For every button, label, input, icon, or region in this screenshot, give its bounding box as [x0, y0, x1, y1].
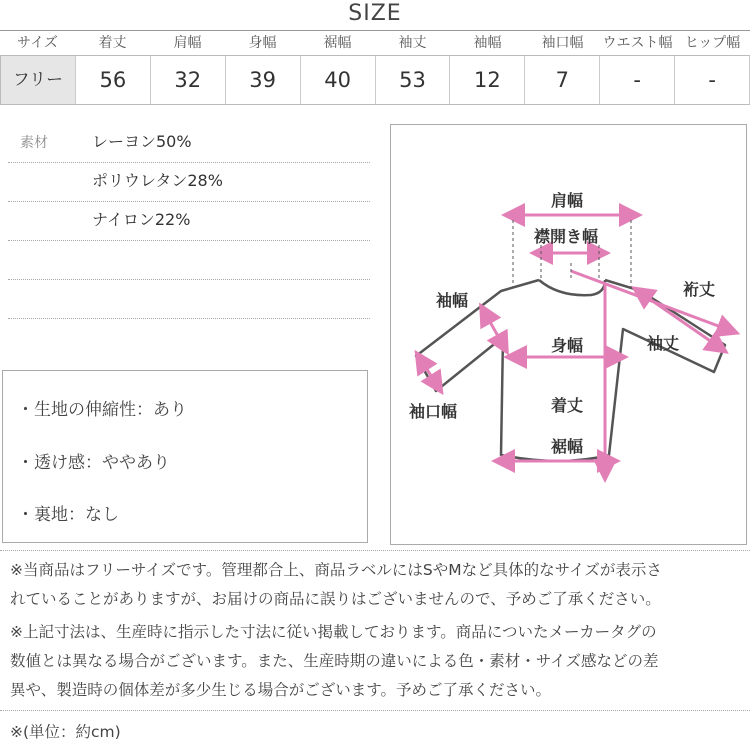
label-sleeve-width: 袖幅 — [436, 291, 469, 310]
label-neck: 襟開き幅 — [534, 227, 599, 246]
feature-stretch: ・生地の伸縮性：あり — [17, 400, 187, 420]
header-length: 着丈 — [98, 35, 127, 51]
feature-sheerness: ・透け感：ややあり — [17, 453, 170, 473]
unit-note: ※(単位：約cm) — [10, 723, 121, 741]
header-cuff: 袖口幅 — [541, 35, 584, 51]
cell-shoulder: 32 — [150, 56, 225, 104]
label-body-width: 身幅 — [551, 336, 584, 355]
cell-size: フリー — [0, 56, 75, 104]
note-line: ※上記寸法は、生産時に指示した寸法に従い掲載しております。商品についたメーカータグの — [10, 623, 657, 641]
size-table-header — [0, 30, 750, 55]
material-row-empty — [8, 241, 370, 280]
divider — [0, 710, 750, 711]
divider — [0, 550, 750, 551]
material-value: ナイロン22% — [92, 210, 191, 229]
header-hem: 裾幅 — [323, 35, 352, 51]
cell-length: 56 — [75, 56, 150, 104]
size-table — [0, 30, 750, 105]
note-line: 異や、製造時の個体差が多少生じる場合がございます。予めご了承ください。 — [10, 681, 551, 699]
label-sleeve-length: 袖丈 — [647, 334, 680, 353]
note-line: ※当商品はフリーサイズです。管理都合上、商品ラベルにはSやMなど具体的なサイズが表示さ — [10, 561, 662, 579]
cell-hem: 40 — [300, 56, 375, 104]
material-value: ポリウレタン28% — [92, 171, 223, 190]
measurement-diagram — [390, 124, 747, 545]
page-title: SIZE — [348, 1, 402, 26]
header-sleeve-length: 袖丈 — [398, 35, 427, 51]
cell-cuff: 7 — [524, 56, 599, 104]
cell-sleeve-width: 12 — [449, 56, 524, 104]
arrow-sleeve-width — [485, 313, 503, 345]
label-hem: 裾幅 — [551, 437, 584, 456]
material-value: レーヨン50% — [92, 132, 192, 151]
note-line: 数値とは異なる場合がございます。また、生産時期の違いによる色・素材・サイズ感などの差 — [10, 652, 659, 670]
material-list — [8, 124, 370, 319]
material-row — [8, 163, 370, 202]
label-length: 着丈 — [551, 396, 584, 415]
feature-lining: ・裏地：なし — [17, 505, 119, 525]
material-row — [8, 124, 370, 163]
label-cuff: 袖口幅 — [409, 402, 458, 421]
header-sleeve-width: 袖幅 — [473, 35, 502, 51]
header-hip: ヒップ幅 — [684, 35, 741, 51]
material-label: 素材 — [20, 135, 48, 151]
header-shoulder: 肩幅 — [173, 35, 202, 51]
cell-waist: - — [599, 56, 674, 104]
material-row — [8, 202, 370, 241]
header-size: サイズ — [17, 35, 58, 51]
label-shoulder: 肩幅 — [551, 191, 584, 210]
cell-body-width: 39 — [225, 56, 300, 104]
header-body-width: 身幅 — [248, 35, 277, 51]
cell-hip: - — [674, 56, 750, 104]
features-box — [2, 370, 368, 543]
size-table-row — [0, 55, 750, 105]
label-yuki: 裄丈 — [683, 280, 716, 299]
material-row-empty — [8, 280, 370, 319]
cell-sleeve-length: 53 — [375, 56, 450, 104]
note-line: れていることがありますが、お届けの商品に誤りはございませんので、予めご了承ください。 — [10, 590, 661, 608]
header-waist: ウエスト幅 — [602, 35, 673, 51]
